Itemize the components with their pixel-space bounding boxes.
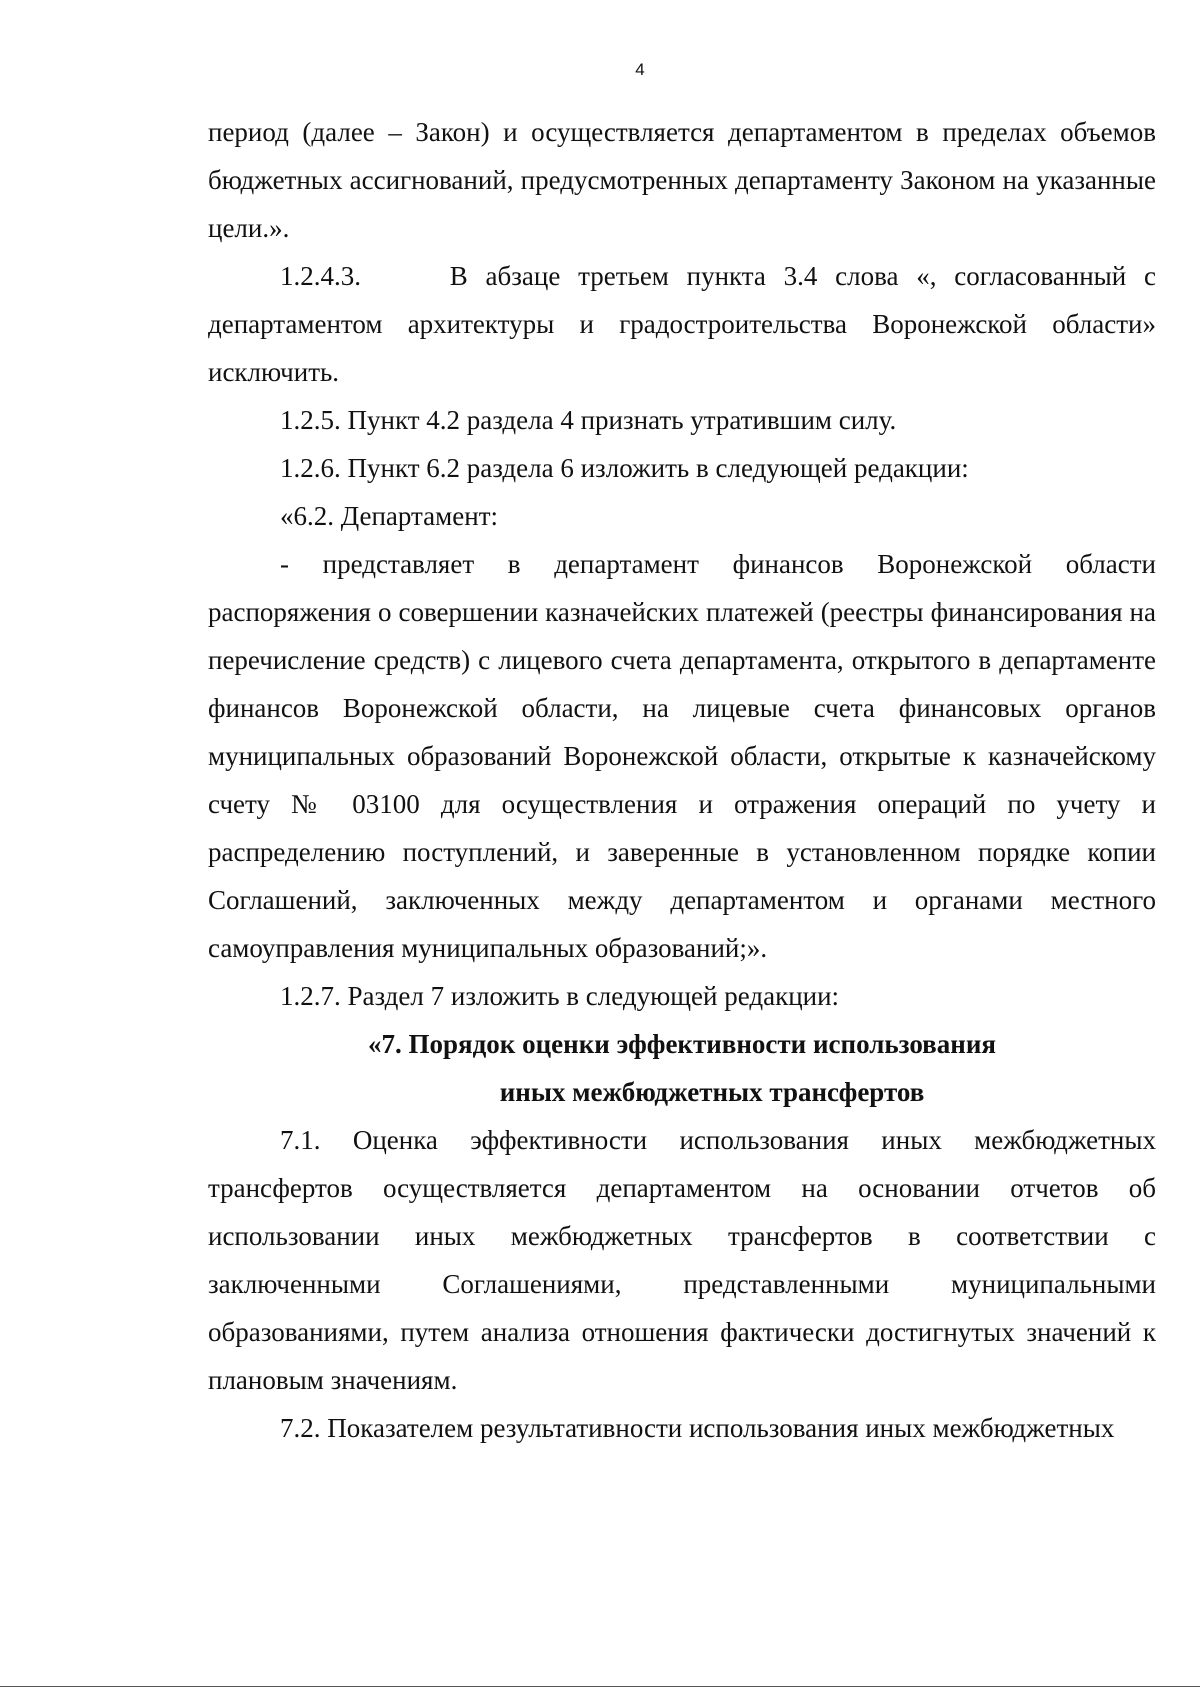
paragraph-1-2-4-3: 1.2.4.3. В абзаце третьем пункта 3.4 слова «, согласованный с департаментом архитектуры и градостроительства Воронежской области» исключить. [208,261,1156,387]
section-heading-line-1: «7. Порядок оценки эффективности использования [368,1029,996,1059]
document-body [208,108,1156,1452]
paragraph-continuation: период (далее – Закон) и осуществляется департаментом в пределах объемов бюджетных ассигнований, предусмотренных департаменту Законом на указанные цели.». [208,117,1156,243]
paragraph-1-2-5: 1.2.5. Пункт 4.2 раздела 4 признать утратившим силу. [280,405,897,435]
section-heading-line-2: иных межбюджетных трансфертов [499,1077,925,1107]
paragraph-1-2-6: 1.2.6. Пункт 6.2 раздела 6 изложить в следующей редакции: [280,453,969,483]
paragraph-7-1: 7.1. Оценка эффективности использования иных межбюджетных трансфертов осуществляется департаментом на основании отчетов об использовании иных межбюджетных трансфертов в соответствии с заключенными Соглашениями, представленными муниципальными образованиями, путем анализа отношения фактически достигнутых значений к плановым значениям. [208,1125,1156,1395]
paragraph-1-2-7: 1.2.7. Раздел 7 изложить в следующей редакции: [280,981,840,1011]
page-number: 4 [635,60,645,79]
paragraph-6-2-item: - представляет в департамент финансов Воронежской области распоряжения о совершении казначейских платежей (реестры финансирования на перечисление средств) с лицевого счета департамента, открытого в департаменте финансов Воронежской области, на лицевые счета финансовых органов муниципальных образований Воронежской области, открытые к казначейскому счету № 03100 для осуществления и отражения операций по учету и распределению поступлений, и заверенные в установленном порядке копии Соглашений, заключенных между департаментом и органами местного самоуправления муниципальных образований;». [208,549,1156,963]
bottom-divider [0,1686,1200,1687]
paragraph-7-2: 7.2. Показателем результативности использования иных межбюджетных [280,1413,1115,1443]
paragraph-6-2-title: «6.2. Департамент: [280,501,498,531]
